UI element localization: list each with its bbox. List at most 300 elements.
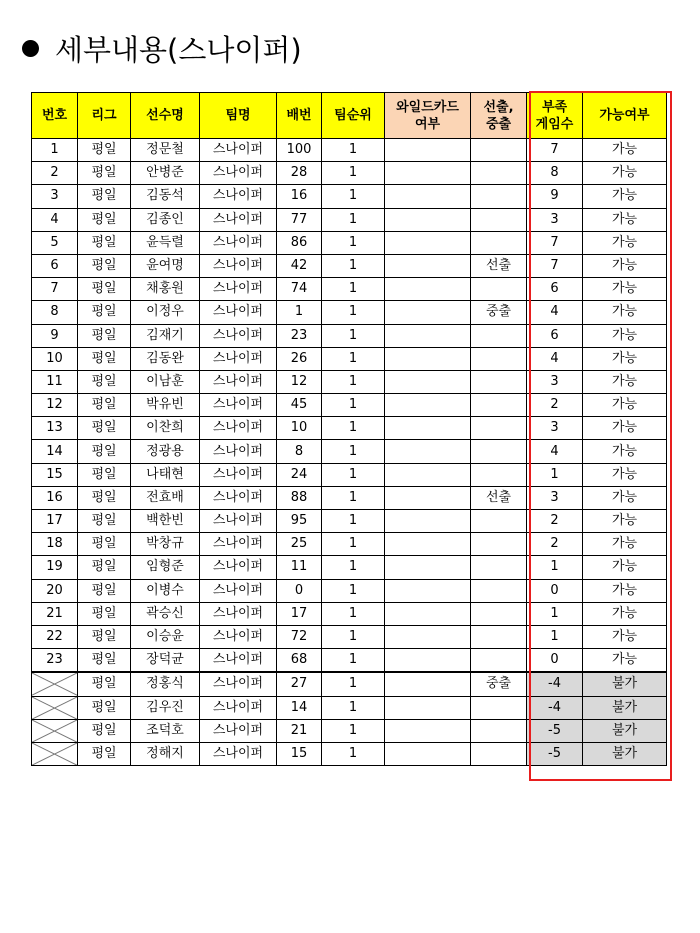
cell-rank: 1 — [322, 185, 385, 208]
cell-wildcard — [385, 463, 471, 486]
cell-selection — [471, 139, 527, 162]
cell-number: 27 — [277, 672, 322, 696]
cell-league: 평일 — [78, 463, 131, 486]
cell-no-crossed — [32, 696, 78, 719]
cell-no: 13 — [32, 417, 78, 440]
cell-league: 평일 — [78, 347, 131, 370]
header-selection-line2: 중출 — [485, 116, 512, 132]
cell-player: 나태현 — [131, 463, 200, 486]
cell-league: 평일 — [78, 602, 131, 625]
table-row — [32, 278, 667, 301]
cell-no: 12 — [32, 394, 78, 417]
cell-shortage: 3 — [527, 370, 583, 393]
cell-player: 장덕균 — [131, 649, 200, 673]
cell-wildcard — [385, 185, 471, 208]
cell-number: 10 — [277, 417, 322, 440]
cell-player: 윤득렬 — [131, 231, 200, 254]
cell-shortage: 3 — [527, 417, 583, 440]
cell-league: 평일 — [78, 139, 131, 162]
cell-team: 스나이퍼 — [200, 301, 277, 324]
cell-no: 21 — [32, 602, 78, 625]
table-row — [32, 254, 667, 277]
cell-team: 스나이퍼 — [200, 370, 277, 393]
cell-player: 정광용 — [131, 440, 200, 463]
cell-league: 평일 — [78, 254, 131, 277]
cell-selection — [471, 208, 527, 231]
cell-shortage: 4 — [527, 301, 583, 324]
cell-selection: 선출 — [471, 486, 527, 509]
cell-no: 8 — [32, 301, 78, 324]
header-row — [32, 93, 667, 139]
cell-player: 정문철 — [131, 139, 200, 162]
cell-shortage: 7 — [527, 139, 583, 162]
cell-wildcard — [385, 324, 471, 347]
cell-player: 이남훈 — [131, 370, 200, 393]
cell-selection — [471, 649, 527, 673]
cell-eligibility: 가능 — [583, 324, 667, 347]
cell-no: 15 — [32, 463, 78, 486]
table-row — [32, 417, 667, 440]
cell-eligibility: 가능 — [583, 579, 667, 602]
cell-eligibility: 가능 — [583, 185, 667, 208]
page-title — [22, 30, 302, 70]
cell-player: 윤여명 — [131, 254, 200, 277]
cell-league: 평일 — [78, 556, 131, 579]
cell-player: 임형준 — [131, 556, 200, 579]
cell-selection — [471, 324, 527, 347]
table-row — [32, 440, 667, 463]
cell-selection: 선출 — [471, 254, 527, 277]
cell-number: 26 — [277, 347, 322, 370]
cell-selection: 중출 — [471, 301, 527, 324]
cell-selection — [471, 370, 527, 393]
cell-eligibility: 가능 — [583, 417, 667, 440]
header-shortage-line2: 게임수 — [535, 116, 574, 132]
header-league: 리그 — [78, 93, 131, 139]
cell-shortage: -4 — [527, 672, 583, 696]
cross-mark-icon — [32, 697, 77, 719]
cell-shortage: 2 — [527, 533, 583, 556]
cell-eligibility: 가능 — [583, 486, 667, 509]
cell-number: 1 — [277, 301, 322, 324]
cell-league: 평일 — [78, 370, 131, 393]
cell-player: 김동완 — [131, 347, 200, 370]
cell-rank: 1 — [322, 162, 385, 185]
table-row — [32, 625, 667, 648]
page-title-text: 세부내용(스나이퍼) — [55, 33, 302, 67]
cell-team: 스나이퍼 — [200, 556, 277, 579]
cell-team: 스나이퍼 — [200, 394, 277, 417]
cell-eligibility: 불가 — [583, 719, 667, 742]
cell-player: 김동석 — [131, 185, 200, 208]
cell-selection — [471, 347, 527, 370]
cell-eligibility: 가능 — [583, 394, 667, 417]
cell-player: 김우진 — [131, 696, 200, 719]
cell-number: 12 — [277, 370, 322, 393]
cell-eligibility: 가능 — [583, 208, 667, 231]
cell-league: 평일 — [78, 510, 131, 533]
cell-number: 72 — [277, 625, 322, 648]
cell-rank: 1 — [322, 719, 385, 742]
cell-team: 스나이퍼 — [200, 510, 277, 533]
cell-wildcard — [385, 208, 471, 231]
cell-player: 조덕호 — [131, 719, 200, 742]
bullet-icon — [22, 40, 39, 57]
cell-eligibility: 가능 — [583, 440, 667, 463]
ineligible-row — [32, 742, 667, 765]
cell-league: 평일 — [78, 742, 131, 765]
table-row — [32, 556, 667, 579]
table-row — [32, 162, 667, 185]
cell-number: 0 — [277, 579, 322, 602]
cell-team: 스나이퍼 — [200, 440, 277, 463]
cell-no: 22 — [32, 625, 78, 648]
cell-shortage: 4 — [527, 440, 583, 463]
cell-no: 1 — [32, 139, 78, 162]
cell-player: 이정우 — [131, 301, 200, 324]
cell-number: 14 — [277, 696, 322, 719]
ineligible-row — [32, 719, 667, 742]
cell-eligibility: 가능 — [583, 139, 667, 162]
cell-rank: 1 — [322, 486, 385, 509]
cell-number: 24 — [277, 463, 322, 486]
cell-rank: 1 — [322, 278, 385, 301]
cell-player: 박유빈 — [131, 394, 200, 417]
cell-league: 평일 — [78, 719, 131, 742]
cell-player: 정홍식 — [131, 672, 200, 696]
header-shortage-line1: 부족 — [541, 99, 568, 115]
cell-eligibility: 가능 — [583, 649, 667, 673]
cell-wildcard — [385, 254, 471, 277]
cell-number: 8 — [277, 440, 322, 463]
cell-rank: 1 — [322, 347, 385, 370]
cell-team: 스나이퍼 — [200, 231, 277, 254]
cell-player: 김종인 — [131, 208, 200, 231]
cell-rank: 1 — [322, 672, 385, 696]
table-row — [32, 185, 667, 208]
cell-number: 45 — [277, 394, 322, 417]
header-selection — [471, 93, 527, 139]
cell-league: 평일 — [78, 231, 131, 254]
cell-number: 95 — [277, 510, 322, 533]
cell-no-crossed — [32, 672, 78, 696]
cell-no: 7 — [32, 278, 78, 301]
cell-selection — [471, 719, 527, 742]
table-row — [32, 301, 667, 324]
header-wildcard — [385, 93, 471, 139]
cell-number: 17 — [277, 602, 322, 625]
cell-league: 평일 — [78, 278, 131, 301]
table-row — [32, 533, 667, 556]
cell-selection — [471, 625, 527, 648]
cell-no: 3 — [32, 185, 78, 208]
cell-team: 스나이퍼 — [200, 672, 277, 696]
cell-shortage: 0 — [527, 579, 583, 602]
cell-no: 23 — [32, 649, 78, 673]
cell-team: 스나이퍼 — [200, 602, 277, 625]
cell-league: 평일 — [78, 440, 131, 463]
cell-no: 19 — [32, 556, 78, 579]
cell-selection — [471, 231, 527, 254]
cell-wildcard — [385, 533, 471, 556]
table-row — [32, 579, 667, 602]
header-selection-line1: 선출, — [483, 99, 514, 115]
cell-eligibility: 가능 — [583, 162, 667, 185]
cell-selection: 중출 — [471, 672, 527, 696]
cell-league: 평일 — [78, 324, 131, 347]
cell-no: 10 — [32, 347, 78, 370]
cell-team: 스나이퍼 — [200, 649, 277, 673]
cell-number: 28 — [277, 162, 322, 185]
cell-team: 스나이퍼 — [200, 625, 277, 648]
cell-player: 채홍원 — [131, 278, 200, 301]
ineligible-row — [32, 696, 667, 719]
cell-team: 스나이퍼 — [200, 347, 277, 370]
cell-selection — [471, 742, 527, 765]
cell-eligibility: 가능 — [583, 347, 667, 370]
cell-eligibility: 가능 — [583, 231, 667, 254]
table-row — [32, 139, 667, 162]
table-row — [32, 394, 667, 417]
header-eligibility: 가능여부 — [583, 93, 667, 139]
table-row — [32, 370, 667, 393]
cell-rank: 1 — [322, 301, 385, 324]
cell-team: 스나이퍼 — [200, 742, 277, 765]
cell-shortage: 0 — [527, 649, 583, 673]
cell-shortage: 1 — [527, 556, 583, 579]
cell-wildcard — [385, 139, 471, 162]
cell-team: 스나이퍼 — [200, 486, 277, 509]
cell-eligibility: 가능 — [583, 301, 667, 324]
cell-selection — [471, 417, 527, 440]
cell-no: 4 — [32, 208, 78, 231]
cell-eligibility: 불가 — [583, 672, 667, 696]
cell-number: 16 — [277, 185, 322, 208]
cell-rank: 1 — [322, 231, 385, 254]
cell-no: 2 — [32, 162, 78, 185]
table-row — [32, 347, 667, 370]
cell-wildcard — [385, 510, 471, 533]
cell-wildcard — [385, 649, 471, 673]
cell-number: 11 — [277, 556, 322, 579]
cell-rank: 1 — [322, 139, 385, 162]
cell-number: 88 — [277, 486, 322, 509]
cell-rank: 1 — [322, 602, 385, 625]
cell-number: 100 — [277, 139, 322, 162]
cell-wildcard — [385, 556, 471, 579]
cell-number: 77 — [277, 208, 322, 231]
cell-wildcard — [385, 579, 471, 602]
cell-number: 21 — [277, 719, 322, 742]
cell-team: 스나이퍼 — [200, 579, 277, 602]
cell-wildcard — [385, 719, 471, 742]
cell-no: 11 — [32, 370, 78, 393]
table-row — [32, 231, 667, 254]
cell-wildcard — [385, 602, 471, 625]
table-row — [32, 510, 667, 533]
cell-league: 평일 — [78, 185, 131, 208]
cell-selection — [471, 278, 527, 301]
cell-number: 15 — [277, 742, 322, 765]
cell-no-crossed — [32, 742, 78, 765]
cell-rank: 1 — [322, 254, 385, 277]
cell-shortage: -4 — [527, 696, 583, 719]
cell-eligibility: 가능 — [583, 278, 667, 301]
cross-mark-icon — [32, 743, 77, 765]
cell-league: 평일 — [78, 301, 131, 324]
cell-number: 86 — [277, 231, 322, 254]
cell-shortage: 2 — [527, 394, 583, 417]
table-row — [32, 486, 667, 509]
cell-team: 스나이퍼 — [200, 278, 277, 301]
cell-league: 평일 — [78, 672, 131, 696]
cell-player: 김재기 — [131, 324, 200, 347]
cell-rank: 1 — [322, 556, 385, 579]
cell-wildcard — [385, 672, 471, 696]
cell-eligibility: 가능 — [583, 625, 667, 648]
cell-eligibility: 가능 — [583, 370, 667, 393]
cell-rank: 1 — [322, 370, 385, 393]
cell-selection — [471, 162, 527, 185]
cell-no: 16 — [32, 486, 78, 509]
cell-league: 평일 — [78, 579, 131, 602]
cell-shortage: 1 — [527, 602, 583, 625]
cell-rank: 1 — [322, 533, 385, 556]
cell-selection — [471, 185, 527, 208]
cell-league: 평일 — [78, 649, 131, 673]
cell-team: 스나이퍼 — [200, 719, 277, 742]
cell-team: 스나이퍼 — [200, 208, 277, 231]
cell-wildcard — [385, 440, 471, 463]
cell-shortage: -5 — [527, 742, 583, 765]
ineligible-row — [32, 672, 667, 696]
table-row — [32, 208, 667, 231]
cell-eligibility: 가능 — [583, 463, 667, 486]
cell-player: 정해지 — [131, 742, 200, 765]
cell-wildcard — [385, 231, 471, 254]
cross-mark-icon — [32, 673, 77, 695]
cross-mark-icon — [32, 720, 77, 742]
cell-player: 백한빈 — [131, 510, 200, 533]
header-team: 팀명 — [200, 93, 277, 139]
cell-shortage: 1 — [527, 625, 583, 648]
cell-shortage: 2 — [527, 510, 583, 533]
cell-no-crossed — [32, 719, 78, 742]
cell-no: 6 — [32, 254, 78, 277]
cell-league: 평일 — [78, 696, 131, 719]
cell-league: 평일 — [78, 533, 131, 556]
table-row — [32, 649, 667, 673]
cell-rank: 1 — [322, 649, 385, 673]
cell-shortage: 3 — [527, 208, 583, 231]
cell-selection — [471, 579, 527, 602]
cell-rank: 1 — [322, 579, 385, 602]
cell-shortage: 7 — [527, 254, 583, 277]
header-player: 선수명 — [131, 93, 200, 139]
cell-team: 스나이퍼 — [200, 417, 277, 440]
cell-eligibility: 불가 — [583, 696, 667, 719]
cell-team: 스나이퍼 — [200, 463, 277, 486]
cell-selection — [471, 394, 527, 417]
cell-rank: 1 — [322, 625, 385, 648]
cell-wildcard — [385, 742, 471, 765]
cell-no: 14 — [32, 440, 78, 463]
cell-eligibility: 가능 — [583, 533, 667, 556]
cell-no: 9 — [32, 324, 78, 347]
cell-player: 곽승신 — [131, 602, 200, 625]
header-rank: 팀순위 — [322, 93, 385, 139]
cell-wildcard — [385, 162, 471, 185]
cell-selection — [471, 696, 527, 719]
cell-selection — [471, 440, 527, 463]
cell-number: 74 — [277, 278, 322, 301]
cell-team: 스나이퍼 — [200, 185, 277, 208]
cell-wildcard — [385, 625, 471, 648]
cell-player: 전효배 — [131, 486, 200, 509]
header-wildcard-line2: 여부 — [414, 116, 441, 132]
cell-selection — [471, 510, 527, 533]
cell-shortage: 3 — [527, 486, 583, 509]
cell-selection — [471, 602, 527, 625]
header-number: 배번 — [277, 93, 322, 139]
cell-number: 23 — [277, 324, 322, 347]
cell-team: 스나이퍼 — [200, 254, 277, 277]
cell-eligibility: 가능 — [583, 510, 667, 533]
cell-league: 평일 — [78, 208, 131, 231]
cell-eligibility: 불가 — [583, 742, 667, 765]
cell-wildcard — [385, 394, 471, 417]
cell-league: 평일 — [78, 394, 131, 417]
cell-no: 18 — [32, 533, 78, 556]
cell-no: 17 — [32, 510, 78, 533]
cell-wildcard — [385, 278, 471, 301]
cell-no: 5 — [32, 231, 78, 254]
cell-rank: 1 — [322, 440, 385, 463]
cell-team: 스나이퍼 — [200, 696, 277, 719]
cell-shortage: 7 — [527, 231, 583, 254]
cell-number: 42 — [277, 254, 322, 277]
cell-player: 안병준 — [131, 162, 200, 185]
table-row — [32, 324, 667, 347]
cell-player: 박창규 — [131, 533, 200, 556]
cell-league: 평일 — [78, 417, 131, 440]
cell-wildcard — [385, 696, 471, 719]
cell-shortage: 6 — [527, 324, 583, 347]
cell-selection — [471, 556, 527, 579]
cell-league: 평일 — [78, 486, 131, 509]
cell-team: 스나이퍼 — [200, 162, 277, 185]
cell-rank: 1 — [322, 417, 385, 440]
cell-shortage: -5 — [527, 719, 583, 742]
cell-wildcard — [385, 486, 471, 509]
cell-rank: 1 — [322, 324, 385, 347]
table-row — [32, 602, 667, 625]
cell-shortage: 1 — [527, 463, 583, 486]
table-row — [32, 463, 667, 486]
cell-player: 이승윤 — [131, 625, 200, 648]
roster-table — [31, 92, 667, 766]
cell-number: 25 — [277, 533, 322, 556]
cell-number: 68 — [277, 649, 322, 673]
cell-shortage: 4 — [527, 347, 583, 370]
cell-eligibility: 가능 — [583, 602, 667, 625]
cell-eligibility: 가능 — [583, 254, 667, 277]
cell-wildcard — [385, 347, 471, 370]
cell-selection — [471, 463, 527, 486]
cell-rank: 1 — [322, 696, 385, 719]
cell-wildcard — [385, 301, 471, 324]
cell-player: 이병수 — [131, 579, 200, 602]
